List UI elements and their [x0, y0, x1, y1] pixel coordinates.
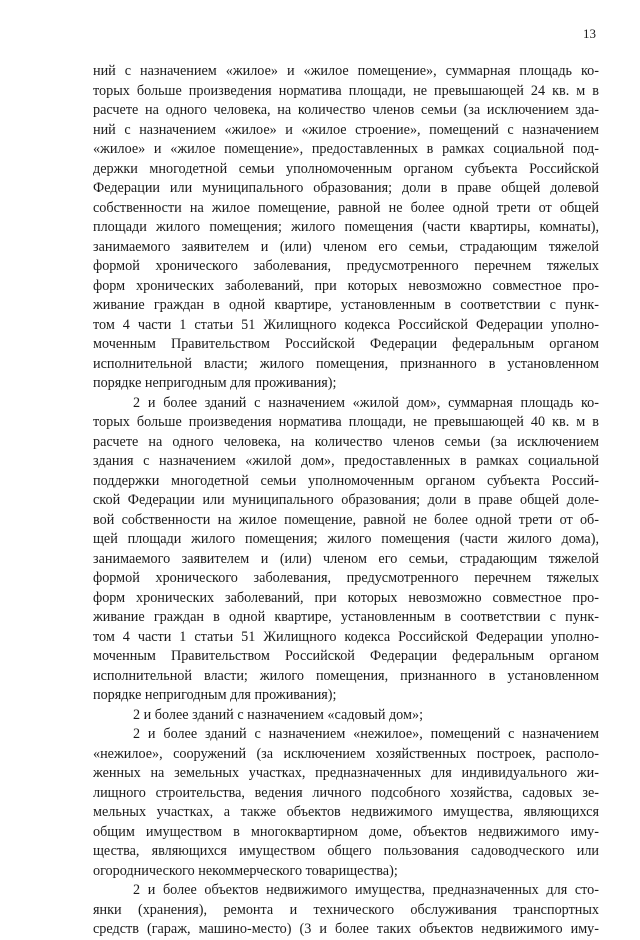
text-line: исполнительной власти; жилого помещения, признанного в установленном	[93, 355, 599, 372]
text-line: ний с назначением «жилое» и «жилое помещение», суммарная площадь ко-	[93, 63, 599, 79]
document-body	[93, 62, 599, 940]
text-line: ской Федерации или муниципального образования; доли в праве общей доле-	[93, 492, 599, 508]
paragraph	[93, 725, 599, 881]
text-line: щей площади жилого помещения; жилого помещения (части жилого дома),	[93, 531, 599, 547]
text-line: расчете на одного человека, на количество членов семьи (за исключением	[93, 433, 599, 450]
text-line: «жилое» и «жилое помещение», предоставленных в рамках социальной под-	[93, 141, 599, 157]
text-line: живание граждан в одной квартире, установленным в соответствии с пунк-	[93, 609, 599, 625]
text-line: торых больше произведения норматива площади, не превышающей 40 кв. м в	[93, 414, 599, 430]
text-line: формой хронического заболевания, предусмотренного перечнем тяжелых	[93, 258, 599, 274]
text-line: исполнительной власти; жилого помещения, признанного в установленном	[93, 667, 599, 684]
text-line: «нежилое», сооружений (за исключением хозяйственных построек, располо-	[93, 745, 599, 762]
text-line: общим имуществом в многоквартирном доме, объектов недвижимого иму-	[93, 823, 599, 840]
text-line: формой хронического заболевания, предусмотренного перечнем тяжелых	[93, 570, 599, 586]
text-line: занимаемого заявителем и (или) членом его семьи, страдающим тяжелой	[93, 550, 599, 567]
text-line: форм хронических заболеваний, при которых невозможно совместное про-	[93, 277, 599, 294]
text-line: моченным Правительством Российской Федерации федеральным органом	[93, 336, 599, 352]
text-line: держки многодетной семьи уполномоченным органом субъекта Российской	[93, 160, 599, 177]
text-line: порядке непригодным для проживания);	[93, 375, 337, 391]
text-line: Федерации или муниципального образования; доли в праве общей долевой	[93, 180, 599, 196]
text-line: торых больше произведения норматива площади, не превышающей 24 кв. м в	[93, 82, 599, 99]
text-line: форм хронических заболеваний, при которых невозможно совместное про-	[93, 589, 599, 606]
text-line: живание граждан в одной квартире, установленным в соответствии с пунк-	[93, 297, 599, 313]
text-line: том 4 части 1 статьи 51 Жилищного кодекса Российской Федерации уполно-	[93, 316, 599, 333]
text-line: порядке непригодным для проживания);	[93, 687, 337, 703]
text-line: женных на земельных участках, предназначенных для индивидуального жи-	[93, 765, 599, 781]
text-line: лищного строительства, ведения личного подсобного хозяйства, садовых зе-	[93, 784, 599, 801]
text-line: расчете на одного человека, на количество членов семьи (за исключением зда-	[93, 102, 599, 118]
text-line: ний с назначением «жилое» и «жилое строение», помещений с назначением	[93, 121, 599, 138]
paragraph	[93, 62, 599, 394]
text-line: щества, являющихся имуществом общего пользования садоводческого или	[93, 843, 599, 859]
paragraph	[93, 394, 599, 706]
text-line: том 4 части 1 статьи 51 Жилищного кодекса Российской Федерации уполно-	[93, 628, 599, 645]
text-line: янки (хранения), ремонта и технического обслуживания транспортных	[93, 901, 599, 918]
text-line: здания с назначением «жилой дом», предоставленных в рамках социальной	[93, 453, 599, 469]
text-line: 2 и более зданий с назначением «жилой дом», суммарная площадь ко-	[133, 394, 599, 411]
text-line: площади жилого помещения; жилого помещения (части квартиры, комнаты),	[93, 219, 599, 235]
text-line: занимаемого заявителем и (или) членом его семьи, страдающим тяжелой	[93, 238, 599, 255]
page-number: 13	[583, 26, 596, 41]
text-line: моченным Правительством Российской Федерации федеральным органом	[93, 648, 599, 664]
text-line: 2 и более зданий с назначением «садовый дом»;	[133, 706, 424, 723]
paragraph	[93, 881, 599, 940]
paragraph	[93, 706, 599, 726]
text-line: мельных участках, а также объектов недвижимого имущества, являющихся	[93, 804, 599, 820]
text-line: поддержки многодетной семьи уполномоченным органом субъекта Россий-	[93, 472, 599, 489]
text-line: вой собственности на жилое помещение, равной не более одной трети от об-	[93, 511, 599, 528]
text-line: 2 и более объектов недвижимого имущества, предназначенных для сто-	[133, 882, 599, 898]
text-line: собственности на жилое помещение, равной не более одной трети от общей	[93, 199, 599, 216]
text-line: 2 и более зданий с назначением «нежилое», помещений с назначением	[133, 726, 599, 742]
text-line: огороднического некоммерческого товарищества);	[93, 862, 398, 879]
text-line: средств (гараж, машино-место) (3 и более таких объектов недвижимого иму-	[93, 921, 599, 937]
